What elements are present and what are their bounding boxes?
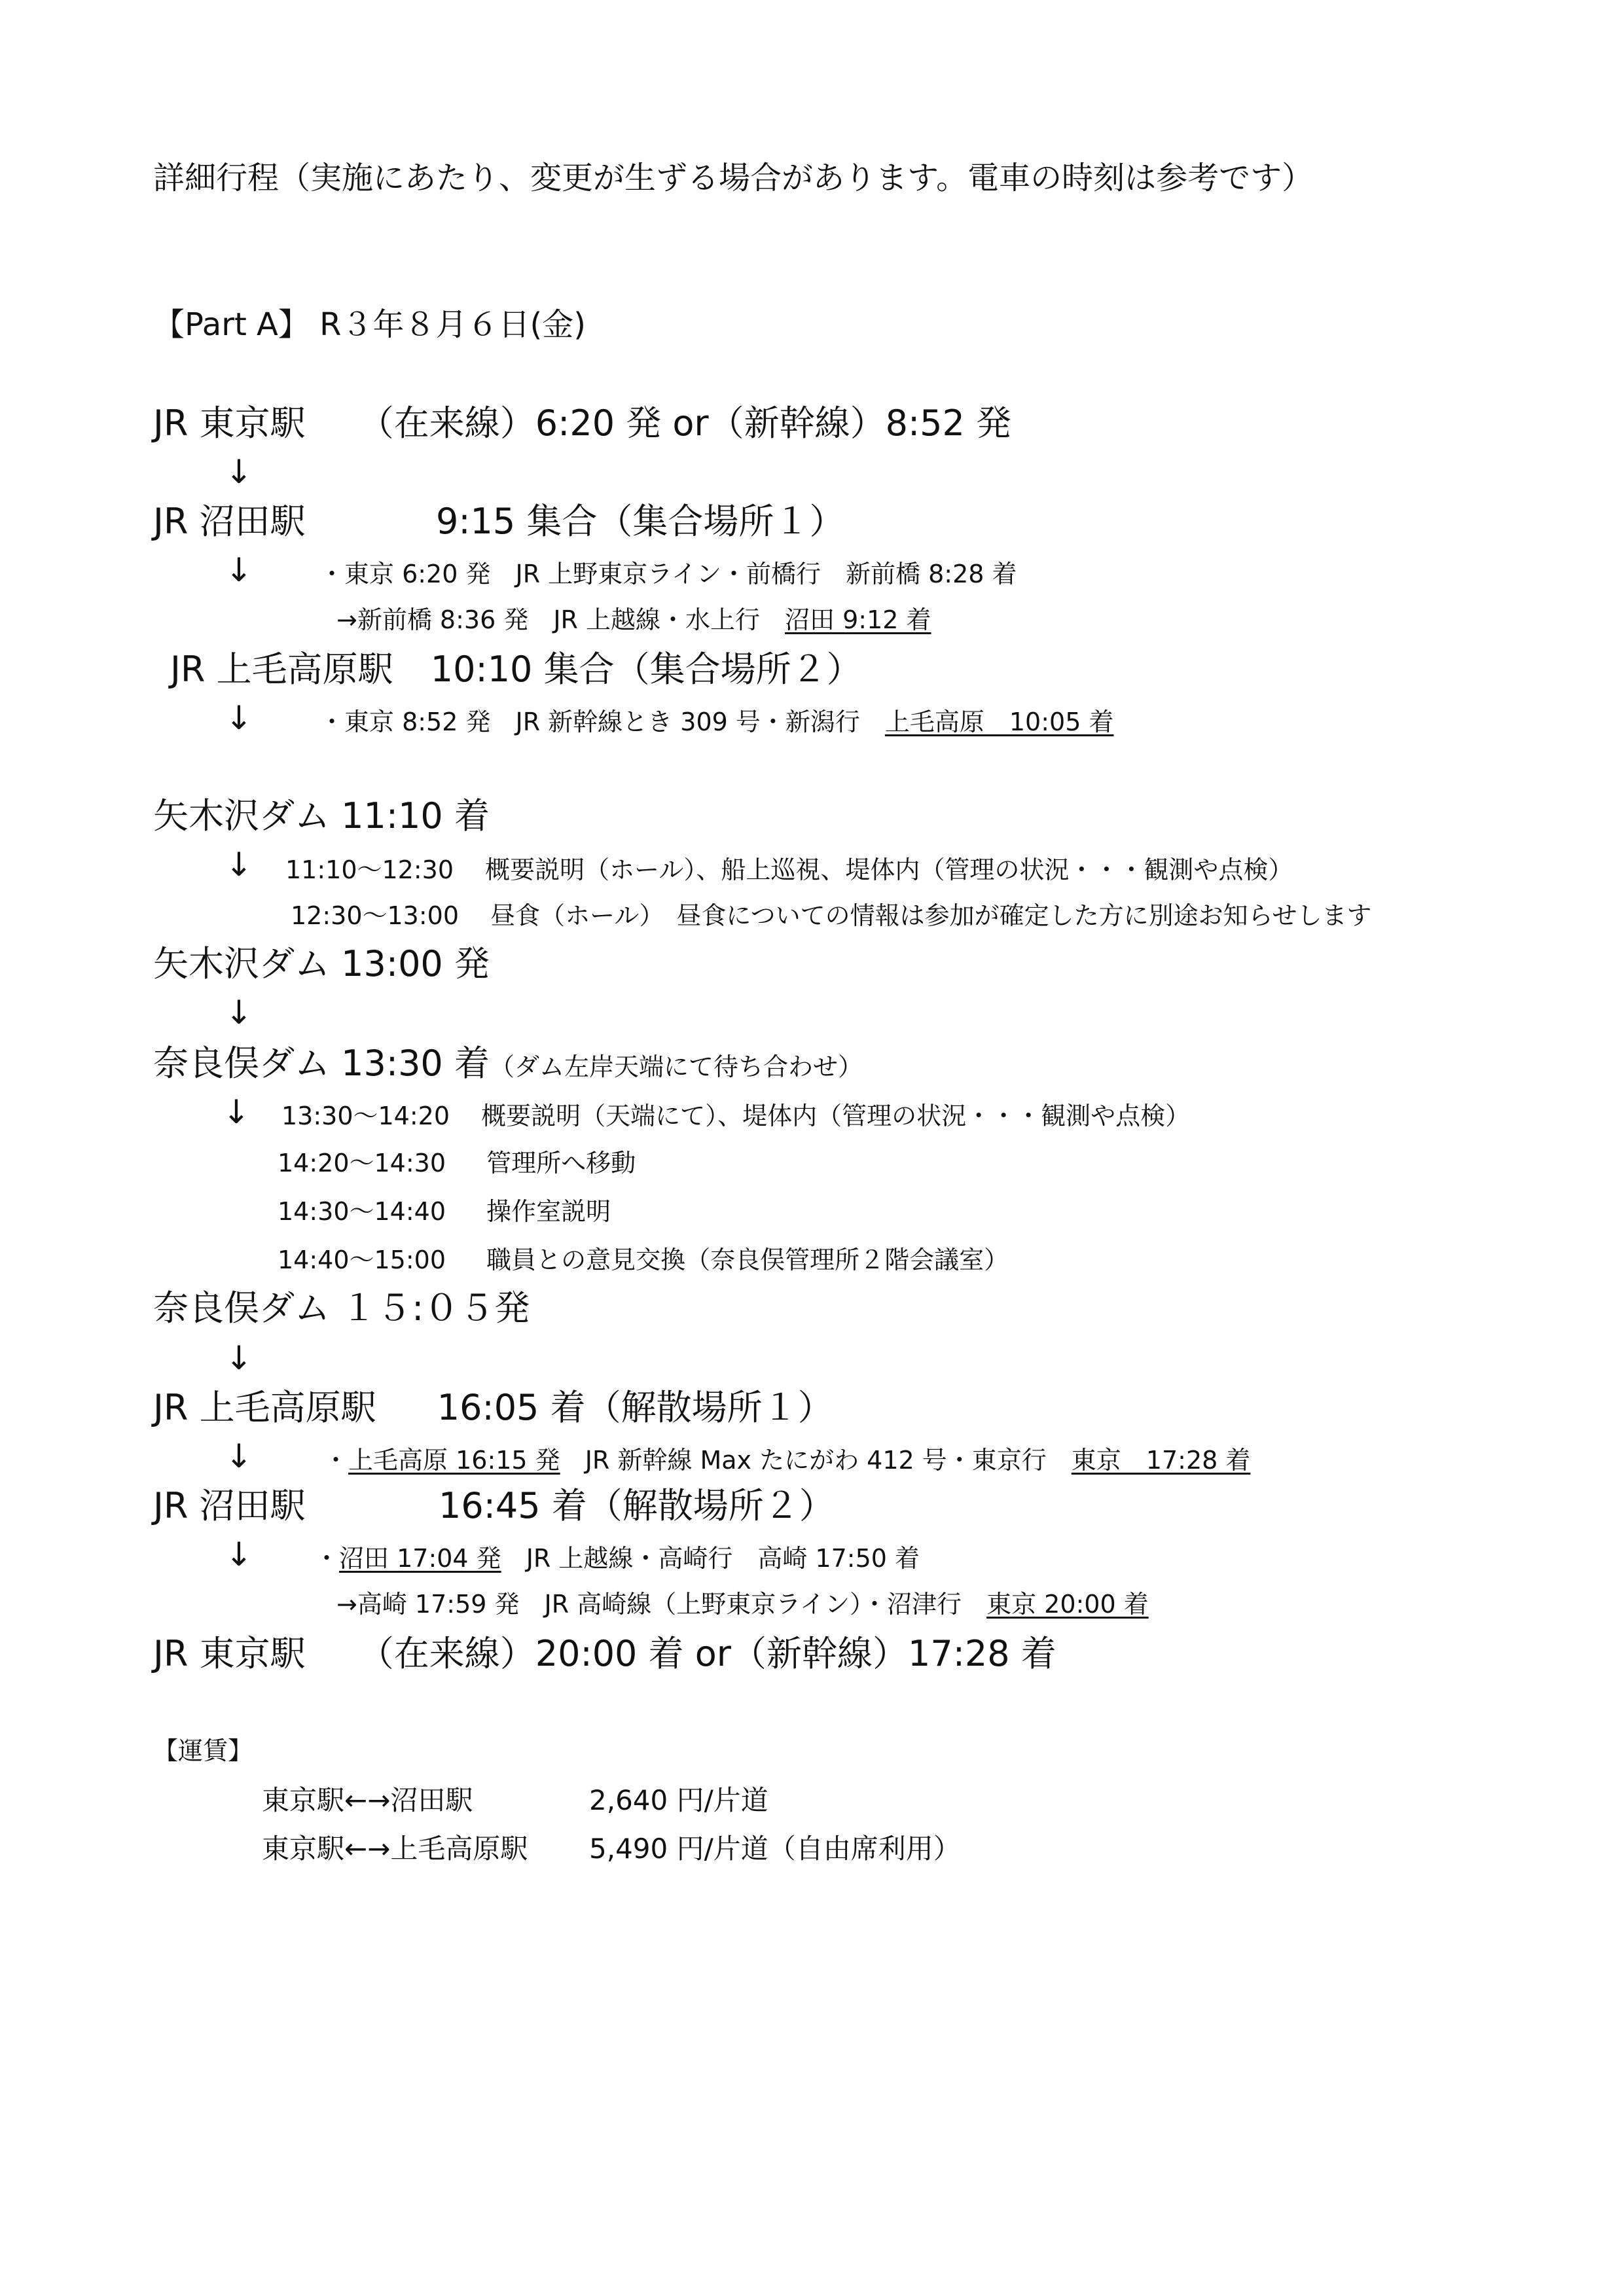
route-segment: ・東京 8:52 発 JR 新幹線とき 309 号・新潟行 (319, 708, 885, 736)
down-arrow-icon: ↓ (225, 1535, 253, 1573)
schedule-time: 14:20～14:30 (278, 1149, 446, 1177)
schedule-desc: 概要説明（天端にて）、堤体内（管理の状況・・・観測や点検） (481, 1102, 1191, 1130)
station-name: JR 東京駅 (153, 1633, 306, 1674)
schedule-time: 14:40～15:00 (278, 1246, 446, 1274)
route-note (336, 607, 931, 632)
departure-time: 沼田 17:04 発 (339, 1544, 501, 1573)
schedule-item (281, 1103, 1190, 1128)
route-note (319, 709, 1113, 734)
numata-meeting-row (153, 501, 306, 542)
naramata-arrival-row (153, 1043, 863, 1084)
page-title: 詳細行程（実施にあたり、変更が生ずる場合があります。電車の時刻は参考です） (153, 160, 1314, 196)
meeting-time: 9:15 集合（集合場所１） (436, 501, 845, 542)
departure-time: 上毛高原 16:15 発 (348, 1446, 560, 1475)
route-segment: JR 新幹線 Max たにがわ 412 号・東京行 (560, 1446, 1072, 1475)
route-note (314, 1546, 920, 1571)
arrival-times: （在来線）20:00 着 or（新幹線）17:28 着 (358, 1633, 1056, 1674)
fare-route: 東京駅←→上毛高原駅 (262, 1833, 528, 1865)
tokyo-arrival-row (153, 1633, 1056, 1674)
naramata-departure: 奈良俣ダム １５:０５発 (153, 1287, 530, 1329)
arrival-time: 上毛高原 10:05 着 (884, 708, 1114, 736)
meeting-note: （ダム左岸天端にて待ち合わせ） (489, 1052, 863, 1081)
schedule-desc: 概要説明（ホール）、船上巡視、堤体内（管理の状況・・・観測や点検） (485, 855, 1293, 884)
route-segment: →新前橋 8:36 発 JR 上越線・水上行 (336, 605, 785, 634)
meeting-time: 10:10 集合（集合場所２） (430, 649, 862, 690)
arrival-time: 東京 20:00 着 (986, 1590, 1149, 1619)
station-name: JR 沼田駅 (153, 501, 306, 542)
arrival-time: 16:45 着（解散場所２） (439, 1485, 835, 1526)
yagisawa-departure: 矢木沢ダム 13:00 発 (153, 943, 490, 984)
down-arrow-icon: ↓ (225, 699, 253, 737)
schedule-desc: 操作室説明 (486, 1197, 611, 1226)
schedule-item (278, 1199, 611, 1224)
route-note (323, 1448, 1250, 1473)
route-note: ・東京 6:20 発 JR 上野東京ライン・前橋行 新前橋 8:28 着 (319, 560, 1017, 588)
schedule-time: 14:30～14:40 (278, 1197, 446, 1226)
departure-times: （在来線）6:20 発 or（新幹線）8:52 発 (358, 403, 1012, 444)
schedule-time: 12:30～13:00 (291, 901, 460, 930)
down-arrow-icon: ↓ (225, 453, 253, 491)
numata-disband-row (153, 1485, 306, 1526)
schedule-time: 11:10～12:30 (285, 855, 454, 884)
arrival-time: 東京 17:28 着 (1071, 1446, 1251, 1475)
down-arrow-icon: ↓ (225, 1437, 253, 1475)
route-segment: JR 上越線・高崎行 高崎 17:50 着 (501, 1544, 920, 1573)
schedule-desc: 昼食（ホール） 昼食についての情報は参加が確定した方に別途お知らせします (490, 901, 1372, 930)
arrival-time: 16:05 着（解散場所１） (437, 1387, 833, 1428)
fare-price: 2,640 円/片道 (589, 1784, 768, 1816)
bullet: ・ (323, 1446, 349, 1475)
schedule-desc: 管理所へ移動 (486, 1149, 636, 1177)
down-arrow-icon: ↓ (225, 846, 253, 884)
arrival-time: 沼田 9:12 着 (785, 605, 931, 634)
fare-route: 東京駅←→沼田駅 (262, 1784, 473, 1816)
route-note (336, 1592, 1149, 1617)
down-arrow-icon: ↓ (223, 1093, 250, 1131)
down-arrow-icon: ↓ (225, 551, 253, 589)
schedule-item (278, 1247, 1009, 1272)
jomo-kogen-disband-row (153, 1387, 833, 1428)
station-name: JR 上毛高原駅 (153, 1387, 376, 1428)
station-name: JR 沼田駅 (153, 1485, 306, 1526)
schedule-item (278, 1151, 636, 1175)
down-arrow-icon: ↓ (225, 994, 253, 1031)
yagisawa-arrival: 矢木沢ダム 11:10 着 (153, 795, 490, 836)
down-arrow-icon: ↓ (225, 1339, 253, 1377)
route-segment: →高崎 17:59 発 JR 高崎線（上野東京ライン）・沼津行 (336, 1590, 987, 1619)
schedule-item (285, 857, 1293, 882)
fare-price: 5,490 円/片道（自由席利用） (589, 1833, 961, 1865)
bullet: ・ (314, 1544, 340, 1573)
schedule-item (291, 903, 1371, 928)
naramata-arrival: 奈良俣ダム 13:30 着 (153, 1043, 490, 1084)
station-name: JR 上毛高原駅 (170, 649, 393, 690)
schedule-desc: 職員との意見交換（奈良俣管理所２階会議室） (486, 1246, 1009, 1274)
jomo-kogen-meeting-row (170, 649, 862, 690)
station-name: JR 東京駅 (153, 403, 306, 444)
schedule-time: 13:30～14:20 (281, 1102, 450, 1130)
part-heading: 【Part A】 R３年８月６日(金) (153, 306, 586, 343)
tokyo-departure-row (153, 403, 1012, 444)
fares-heading: 【運賃】 (153, 1736, 253, 1765)
